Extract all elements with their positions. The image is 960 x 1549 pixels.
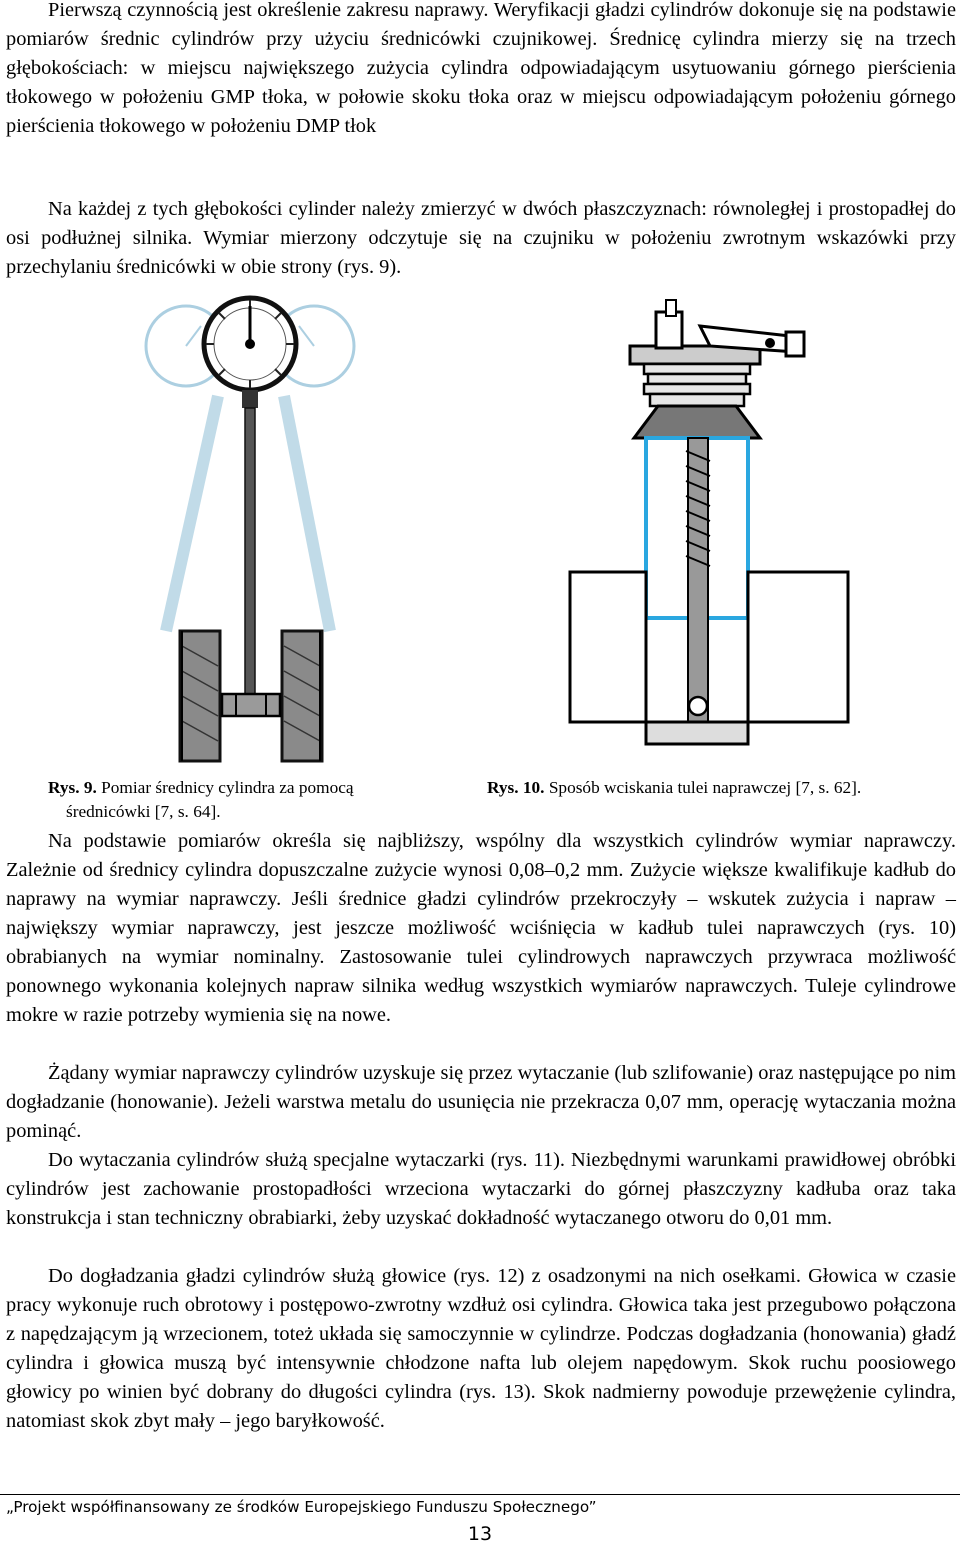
- figure-10-caption: [487, 776, 957, 800]
- threaded-rod-icon: [686, 438, 710, 728]
- press-base-plate-icon: [646, 722, 748, 744]
- figure-10-caption-text: Sposób wciskania tulei naprawczej [7, s. 62].: [548, 778, 862, 797]
- paragraph-repair-size: Na podstawie pomiarów określa się najbliższy, wspólny dla wszystkich cylindrów wymiar naprawczy. Zależnie od średnicy cylindra dopuszczalne zużycie wynosi 0,08–0,2 mm. Zużycie większe kwalifikuje kadłub do naprawy na wymiar naprawczy. Jeśli średnice gładzi cylindrów przekroczyły – wskutek zużycia i napraw – największy wymiar naprawczy, jest jeszcze możliwość wciśnięcia w kadłub tulei naprawczych (rys. 10) obrabianych na wymiar nominalny. Zastosowanie tulei cylindrowych naprawczych przywraca możliwość ponownego wykonania kolejnych napraw silnika według wszystkich wymiarów naprawczych. Tuleje cylindrowe mokre w razie potrzeby wymienia się na nowe.: [6, 830, 956, 1026]
- figure-9-caption-continued: średnicówki [7, s. 64].: [66, 802, 221, 821]
- paragraph-measurement-planes: Na każdej z tych głębokości cylinder należy zmierzyć w dwóch płaszczyznach: równoległej i prostopadłej do osi podłużnej silnika. Wymiar mierzony odczytuje się na czujniku w położeniu zwrotnym wskazówki przy przechylaniu średnicówki w obie strony (rys. 9).: [6, 198, 956, 278]
- figure-9-caption-text: Pomiar średnicy cylindra za pomocą: [101, 778, 354, 797]
- press-washers-icon: [644, 364, 750, 406]
- paragraph-cylinder-measurement: Pierwszą czynnością jest określenie zakresu naprawy. Weryfikacji gładzi cylindrów dokonuje się na podstawie pomiarów średnic cylindrów przy użyciu średnicówki czujnikowej. Średnicę cylindra mierzy się na trzech głębokościach: w miejscu największego zużycia cylindra odpowiadającym usytuowaniu górnego pierścienia tłokowego w położeniu GMP tłoka, w połowie skoku tłoka oraz w miejscu odpowiadającym położeniu górnego pierścienia tłokowego w położeniu DMP tłok: [6, 0, 956, 137]
- paragraph-honing-heads: Do dogładzania gładzi cylindrów służą głowice (rys. 12) z osadzonymi na nich osełkami. Głowica w czasie pracy wykonuje ruch obrotowy i postępowo-zwrotny wzdłuż osi cylindra. Głowica taka jest przegubowo połączona z napędzającym ją wrzecionem, toteż układa się samoczynnie w cylindrze. Podczas dogładzania (honowania) gładź cylindra i głowica muszą być intensywnie chłodzone nafta lub olejem napędowym. Skok ruchu poosiowego głowicy po winien być dobrany do długości cylindra (rys. 13). Skok nadmierny powoduje przewężenie cylindra, natomiast skok zbyt mały – jego baryłkowość.: [6, 1265, 956, 1432]
- paragraph-boring-honing: Żądany wymiar naprawczy cylindrów uzyskuje się przez wytaczanie (lub szlifowanie) oraz następujące po nim dogładzanie (honowanie). Jeżeli warstwa metalu do usunięcia nie przekracza 0,07 mm, operację wytaczania można pominąć.: [6, 1062, 956, 1142]
- figure-sleeve-press: [560, 286, 860, 763]
- footer-divider: [0, 1494, 960, 1495]
- figure-bore-gauge: [126, 286, 372, 763]
- figure-9-caption: [48, 776, 428, 824]
- press-cone-icon: [634, 406, 760, 438]
- press-handle-icon: [630, 300, 804, 364]
- paragraph-boring-machines: Do wytaczania cylindrów służą specjalne wytaczarki (rys. 11). Niezbędnymi warunkami prawidłowej obróbki cylindrów jest zachowanie prostopadłości wrzeciona wytaczarki do górnej płaszczyzny kadłuba oraz taka konstrukcja i stan techniczny obrabiarki, żeby uzyskać dokładność wytaczanego otworu do 0,01 mm.: [6, 1149, 956, 1229]
- gauge-shaft-icon: [245, 408, 255, 698]
- dial-indicator-icon: [204, 298, 296, 408]
- figure-9-label: Rys. 9.: [48, 778, 97, 797]
- figure-10-label: Rys. 10.: [487, 778, 545, 797]
- page-number: 13: [467, 1523, 493, 1545]
- footer-project-note: „Projekt współfinansowany ze środków Europejskiego Funduszu Społecznego”: [6, 1498, 597, 1516]
- measuring-head-icon: [222, 694, 280, 716]
